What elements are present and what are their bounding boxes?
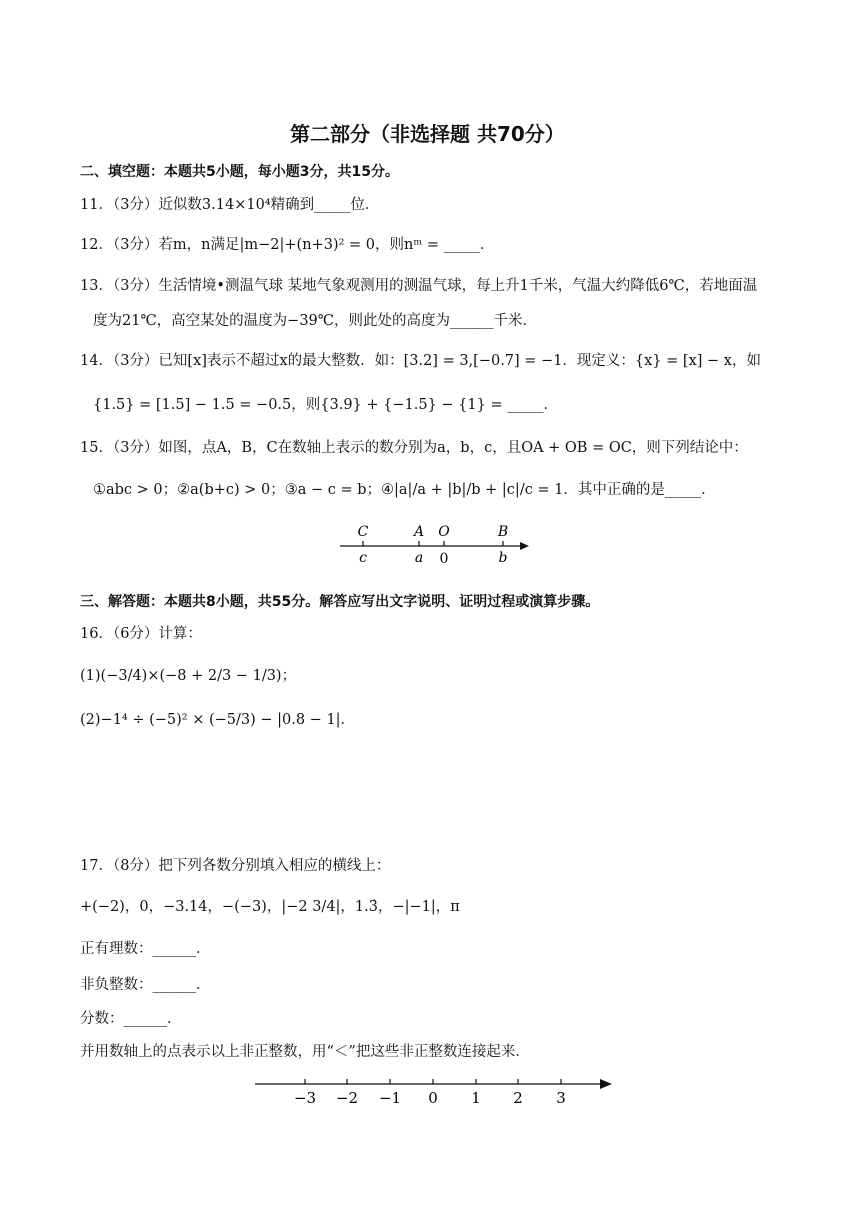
fraction-line: 分数：______． bbox=[80, 1011, 182, 1027]
question-11: 11．（3分）近似数3.14×10⁴精确到_____位． bbox=[80, 197, 380, 213]
label-C: C bbox=[357, 524, 369, 540]
label-0: 0 bbox=[439, 551, 449, 567]
label-b: b bbox=[498, 550, 508, 566]
label-a: a bbox=[414, 550, 424, 566]
positive-rational-line: 正有理数：______． bbox=[80, 941, 211, 957]
label-c: c bbox=[359, 550, 367, 566]
label-O: O bbox=[438, 524, 450, 540]
arrow-head bbox=[520, 542, 529, 550]
label-B: B bbox=[497, 524, 509, 540]
question-13-line2: 度为21℃，高空某处的温度为−39℃，则此处的高度为______千米． bbox=[93, 313, 537, 329]
number-line-q15 bbox=[335, 518, 535, 568]
tick-label-neg1: −1 bbox=[378, 1089, 402, 1107]
label-A: A bbox=[413, 524, 425, 540]
question-16-part2: (2)−1⁴ ÷ (−5)² × (−5/3) − |0.8 − 1|． bbox=[80, 712, 356, 728]
tick-label-neg2: −2 bbox=[335, 1089, 359, 1107]
question-12: 12．（3分）若m，n满足|m−2|+(n+3)² = 0，则nᵐ = _____． bbox=[80, 237, 495, 253]
question-14-line1: 14．（3分）已知[x]表示不超过x的最大整数．如：[3.2] = 3,[−0.7] = −1．现定义：{x} = [x] − x，如 bbox=[80, 353, 761, 369]
tick-label-neg3: −3 bbox=[293, 1089, 317, 1107]
question-16-part1: (1)(−3/4)×(−8 + 2/3 − 1/3)； bbox=[80, 668, 297, 684]
question-13-line1: 13．（3分）生活情境•测温气球 某地气象观测用的测温气球，每上升1千米，气温大约降低6℃，若地面温 bbox=[80, 278, 758, 294]
section-2-heading: 二、填空题：本题共5小题，每小题3分，共15分。 bbox=[80, 164, 399, 180]
question-14-line2: {1.5} = [1.5] − 1.5 = −0.5，则{3.9} + {−1.5} − {1} = _____． bbox=[93, 397, 558, 413]
part-title: 第二部分（非选择题 共70分） bbox=[290, 122, 565, 146]
number-line-q17 bbox=[250, 1070, 620, 1110]
question-15-line2: ①abc > 0；②a(b+c) > 0；③a − c = b；④|a|/a + |b|/b + |c|/c = 1．其中正确的是_____． bbox=[93, 482, 716, 498]
question-17: 17．（8分）把下列各数分别填入相应的横线上： bbox=[80, 858, 391, 874]
question-16: 16．（6分）计算： bbox=[80, 626, 202, 642]
section-3-heading: 三、解答题：本题共8小题，共55分。解答应写出文字说明、证明过程或演算步骤。 bbox=[80, 594, 600, 610]
nonnegative-integer-line: 非负整数：______． bbox=[80, 977, 211, 993]
question-15-line1: 15．（3分）如图，点A，B，C在数轴上表示的数分别为a，b，c，且OA + OB = OC，则下列结论中： bbox=[80, 440, 748, 456]
question-17-numbers: +(−2)，0，−3.14，−(−3)，|−2 3/4|，1.3̇，−|−1|，π bbox=[80, 899, 460, 915]
question-17-instruction: 并用数轴上的点表示以上非正整数，用“＜”把这些非正整数连接起来． bbox=[80, 1044, 530, 1060]
tick-label-2: 2 bbox=[513, 1089, 523, 1107]
tick-label-1: 1 bbox=[471, 1089, 481, 1107]
tick-label-3: 3 bbox=[556, 1089, 566, 1107]
tick-label-0: 0 bbox=[428, 1089, 438, 1107]
arrow-head bbox=[600, 1079, 612, 1089]
